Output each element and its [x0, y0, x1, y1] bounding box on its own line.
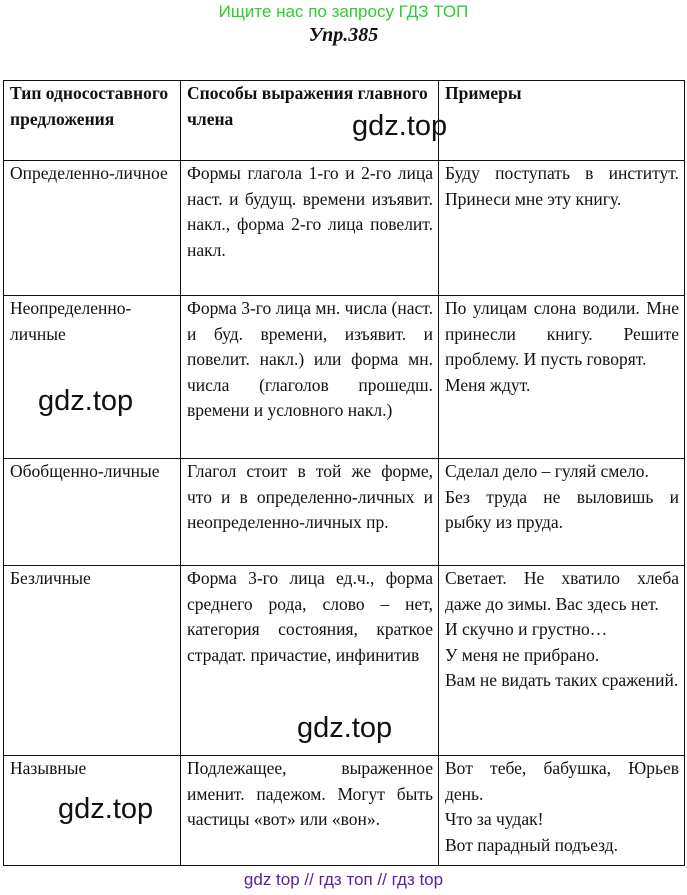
example-line: Буду поступать в институт. Принеси мне эту книгу. [445, 163, 679, 209]
cell-examples [439, 296, 685, 459]
cell-means: Форма 3-го лица ед.ч., форма среднего рода, слово – нет, категория состояния, краткое страдат. причастие, инфинитив [181, 566, 439, 756]
column-header-examples: Примеры [439, 81, 685, 161]
cell-examples [439, 161, 685, 296]
exercise-title: Упр.385 [308, 24, 379, 46]
table-row [4, 296, 685, 459]
cell-type: Неопределенно-личные [4, 296, 181, 459]
example-line: По улицам слона водили. Мне принесли книгу. Решите проблему. И пусть говорят. [445, 298, 679, 369]
cell-type: Обобщенно-личные [4, 459, 181, 566]
column-header-means: Способы выражения главного члена [181, 81, 439, 161]
example-line: Меня ждут. [445, 374, 531, 395]
cell-type: Назывные [4, 756, 181, 866]
column-header-type: Тип односоставного предложения [4, 81, 181, 161]
example-line: Что за чудак! [445, 809, 544, 829]
top-banner[interactable]: Ищите нас по запросу ГДЗ ТОП [218, 2, 469, 21]
cell-examples [439, 459, 685, 566]
example-line: Вот тебе, бабушка, Юрьев день. [445, 758, 679, 804]
example-line: Сделал дело – гуляй смело. [445, 461, 649, 481]
cell-type: Безличные [4, 566, 181, 756]
example-line: Светает. Не хватило хлеба даже до зимы. Вас здесь нет. [445, 568, 679, 614]
one-member-sentences-table [3, 80, 685, 866]
watermark: gdz.top [58, 793, 154, 825]
cell-means: Глагол стоит в той же форме, что и в определенно-личных и неопределенно-личных пр. [181, 459, 439, 566]
cell-means: Формы глагола 1-го и 2-го лица наст. и будущ. времени изъявит. накл., форма 2-го лица повелит. накл. [181, 161, 439, 296]
example-line: И скучно и грустно… [445, 619, 608, 639]
watermark: gdz.top [352, 110, 448, 142]
cell-examples [439, 566, 685, 756]
table-header-row [4, 81, 685, 161]
footer-banner[interactable]: gdz top // гдз топ // гдз top [243, 870, 444, 889]
cell-means: Подлежащее, выраженное именит. падежом. Могут быть частицы «вот» или «вон». [181, 756, 439, 866]
example-line: У меня не прибрано. [445, 644, 600, 665]
example-line: Без труда не выловишь и рыбку из пруда. [445, 486, 679, 532]
cell-means: Форма 3-го лица мн. числа (наст. и буд. времени, изъявит. и повелит. накл.) или форма мн. числа (глаголов прошедш. времени и условного накл.) [181, 296, 439, 459]
table-row [4, 161, 685, 296]
cell-type: Определенно-личное [4, 161, 181, 296]
table-row [4, 459, 685, 566]
watermark: gdz.top [38, 385, 134, 417]
watermark: gdz.top [297, 712, 393, 744]
example-line: Вот парадный подъезд. [445, 834, 619, 855]
cell-examples [439, 756, 685, 866]
example-line: Вам не видать таких сражений. [445, 670, 679, 690]
